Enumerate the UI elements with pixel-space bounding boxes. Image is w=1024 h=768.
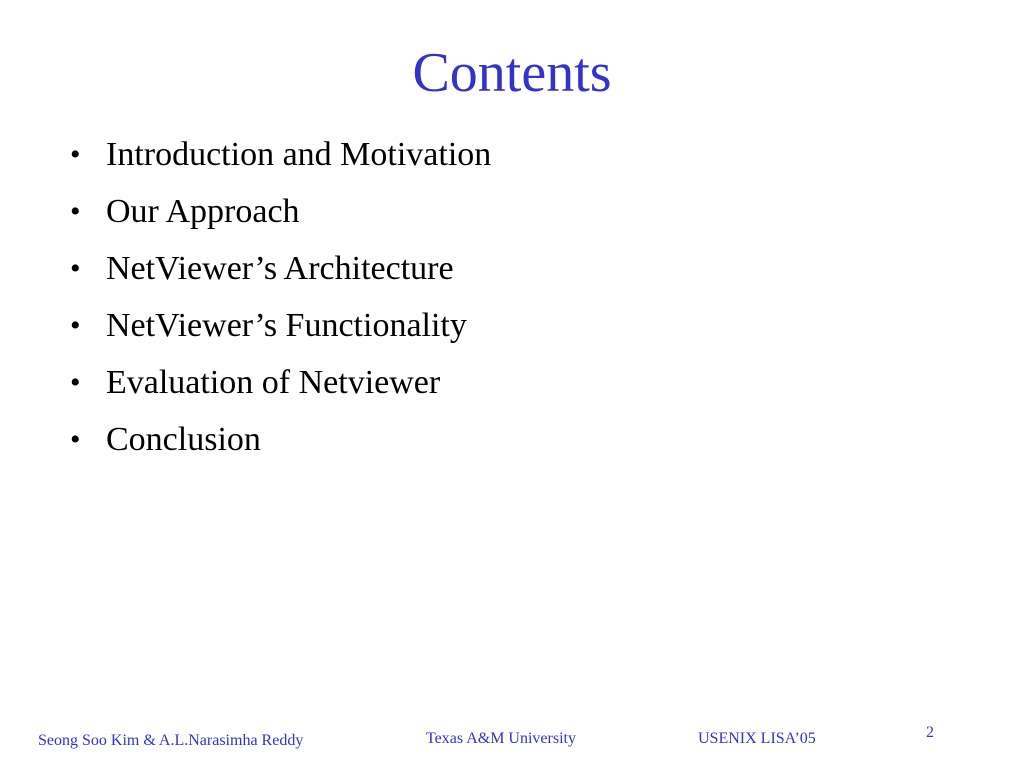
bullet-icon: •	[70, 309, 81, 342]
bullet-icon: •	[70, 366, 81, 399]
bullet-icon: •	[70, 138, 81, 171]
page-number: 2	[926, 724, 934, 741]
list-item-text: NetViewer’s Functionality	[106, 307, 467, 344]
list-item	[70, 354, 491, 411]
footer-authors: Seong Soo Kim & A.L.Narasimha Reddy	[38, 732, 304, 749]
list-item	[70, 183, 491, 240]
list-item	[70, 240, 491, 297]
bullet-icon: •	[70, 423, 81, 456]
list-item	[70, 126, 491, 183]
bullet-icon: •	[70, 195, 81, 228]
footer-institution: Texas A&M University	[426, 730, 576, 747]
list-item-text: Introduction and Motivation	[106, 136, 492, 173]
list-item-text: Conclusion	[106, 421, 261, 458]
list-item-text: Evaluation of Netviewer	[106, 364, 441, 401]
list-item-text: NetViewer’s Architecture	[106, 250, 454, 287]
contents-list	[70, 126, 491, 468]
list-item-text: Our Approach	[106, 193, 300, 230]
list-item	[70, 411, 491, 468]
footer-conference: USENIX LISA’05	[698, 730, 816, 747]
bullet-icon: •	[70, 252, 81, 285]
slide-title: Contents	[412, 42, 612, 104]
list-item	[70, 297, 491, 354]
